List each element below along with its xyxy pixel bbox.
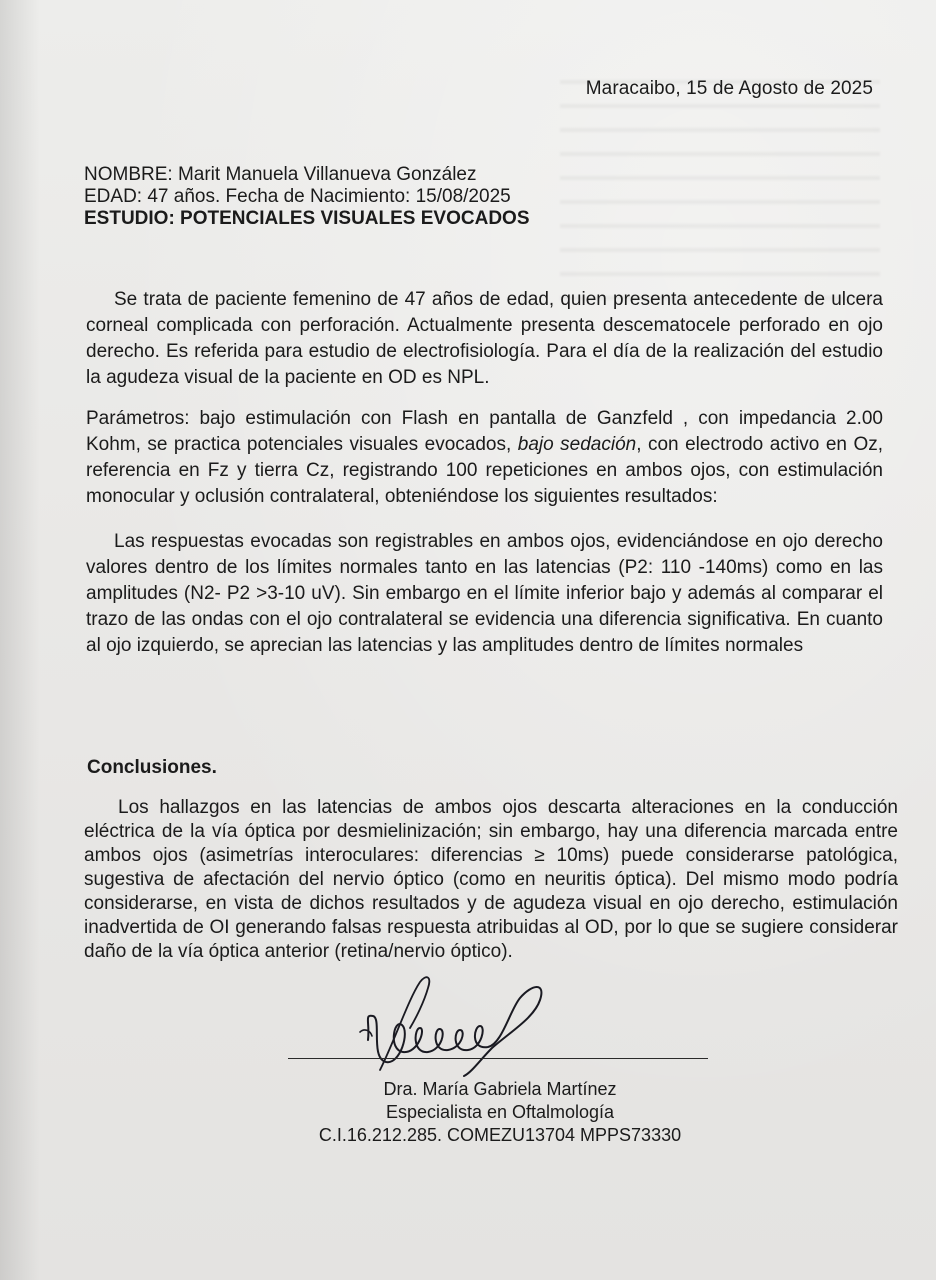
patient-age: EDAD: 47 años. Fecha de Nacimiento: 15/08/2025 [84, 186, 511, 207]
patient-header [84, 164, 530, 230]
conclusions-text: Los hallazgos en las latencias de ambos ojos descarta alteraciones en la conducción eléctrica de la vía óptica por desmielinización; sin embargo, hay una diferencia marcada entre ambos ojos (asimetrías interoculares: diferencias ≥ 10ms) puede considerarse patológica, sugestiva de afectación del nervio óptico (como en neuritis óptica). Del mismo modo podría considerarse, en vista de dichos resultados y de agudeza visual en ojo derecho, estimulación inadvertida de OI generando falsas respuesta atribuidas al OD, por lo que se sugiere considerar daño de la vía óptica anterior (retina/nervio óptico). [84, 797, 898, 962]
handwritten-signature-icon [340, 970, 560, 1080]
paragraph-results: Las respuestas evocadas son registrables en ambos ojos, evidenciándose en ojo derecho valores dentro de los límites normales tanto en las latencias (P2: 110 -140ms) como en las amplitudes (N2- P2 >3-10 uV). Sin embargo en el límite inferior bajo y además al comparar el trazo de las ondas con el ojo contralateral se evidencia una diferencia significativa. En cuanto al ojo izquierdo, se aprecian las latencias y las amplitudes dentro de límites normales [86, 531, 883, 656]
parameters-sedation: bajo sedación [517, 434, 637, 455]
paragraph-parameters [86, 406, 883, 510]
parameters-text-a: Parámetros: bajo estimulación con Flash en pantalla de Ganzfeld , con impedancia 2.00 Kohm, se practica potenciales visuales evocados, [86, 408, 883, 455]
signer-name: Dra. María Gabriela Martínez [383, 1079, 617, 1099]
signer-block [300, 1078, 700, 1147]
signer-credentials: C.I.16.212.285. COMEZU13704 MPPS73330 [318, 1125, 682, 1145]
paragraph-history: Se trata de paciente femenino de 47 años de edad, quien presenta antecedente de ulcera corneal complicada con perforación. Actualmente presenta descematocele perforado en ojo derecho. Es referida para estudio de electrofisiología. Para el día de la realización del estudio la agudeza visual de la paciente en OD es NPL. [86, 289, 883, 388]
conclusions-title: Conclusiones. [87, 757, 217, 778]
signature-line [288, 1058, 708, 1059]
study-title: ESTUDIO: POTENCIALES VISUALES EVOCADOS [84, 208, 530, 229]
document-date: Maracaibo, 15 de Agosto de 2025 [585, 78, 873, 99]
parameters-text-b: , con electrodo activo en Oz, referencia en Fz y tierra Cz, registrando 100 repeticiones en ambos ojos, con estimulación monocular y oclusión contralateral, obteniéndose los siguientes resultados: [86, 434, 884, 507]
page-shadow [0, 0, 40, 1280]
signer-title: Especialista en Oftalmología [385, 1102, 615, 1122]
patient-name: NOMBRE: Marit Manuela Villanueva González [84, 164, 477, 185]
